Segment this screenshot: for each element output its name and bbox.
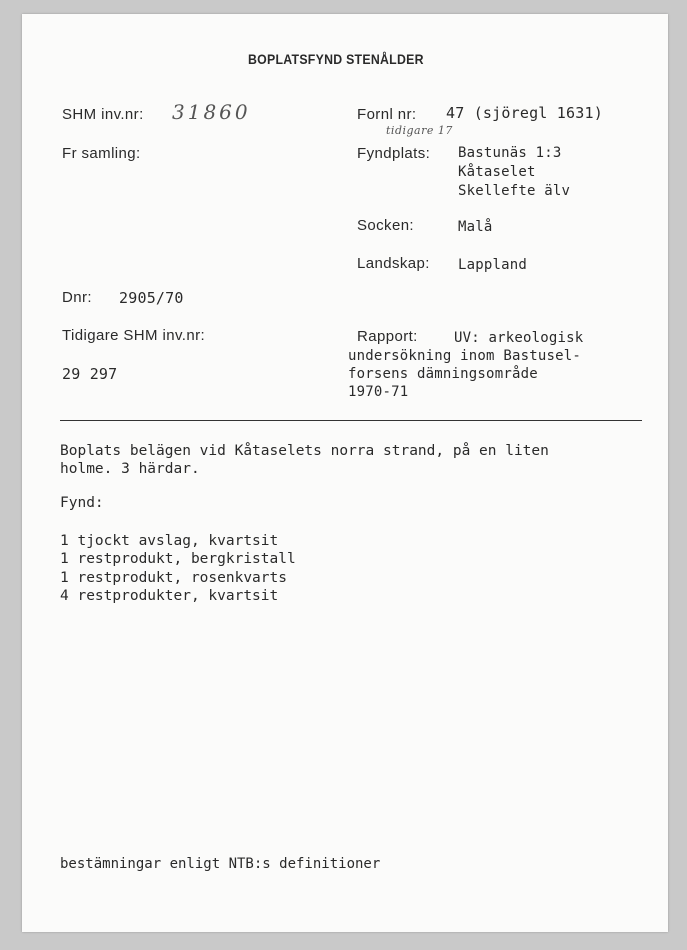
tidigare-shm-label: Tidigare SHM inv.nr: xyxy=(62,327,206,344)
dnr-value: 2905/70 xyxy=(119,289,184,307)
description-line-2: holme. 3 härdar. xyxy=(60,461,200,477)
fynd-item-2: 1 restprodukt, bergkristall xyxy=(60,551,296,567)
rapport-line-2: undersökning inom Bastusel- xyxy=(348,348,581,364)
fyndplats-line-2: Kåtaselet xyxy=(458,164,536,180)
rapport-line-1: UV: arkeologisk xyxy=(454,330,584,346)
fr-samling-label: Fr samling: xyxy=(62,145,141,162)
rapport-line-4: 1970-71 xyxy=(348,384,409,400)
catalog-card xyxy=(22,14,668,932)
footer-note: bestämningar enligt NTB:s definitioner xyxy=(60,856,381,872)
fornl-nr-label: Fornl nr: xyxy=(357,106,417,123)
fynd-label: Fynd: xyxy=(60,495,104,511)
dnr-label: Dnr: xyxy=(62,289,92,306)
fyndplats-line-3: Skellefte älv xyxy=(458,183,571,199)
fynd-item-4: 4 restprodukter, kvartsit xyxy=(60,588,279,604)
landskap-value: Lappland xyxy=(458,257,528,273)
rapport-line-3: forsens dämningsområde xyxy=(348,366,538,382)
socken-value: Malå xyxy=(458,219,493,235)
fornl-nr-value: 47 (sjöregl 1631) xyxy=(446,104,603,122)
description-line-1: Boplats belägen vid Kåtaselets norra strand, på en liten xyxy=(60,443,549,459)
fyndplats-line-1: Bastunäs 1:3 xyxy=(458,145,562,161)
divider-line xyxy=(60,420,642,421)
socken-label: Socken: xyxy=(357,217,414,234)
fornl-handwritten-note: tidigare 17 xyxy=(386,124,453,137)
tidigare-shm-value: 29 297 xyxy=(62,365,118,383)
landskap-label: Landskap: xyxy=(357,255,430,272)
fynd-item-1: 1 tjockt avslag, kvartsit xyxy=(60,533,279,549)
card-title: BOPLATSFYND STENÅLDER xyxy=(248,51,424,67)
rapport-label: Rapport: xyxy=(357,328,418,345)
fynd-item-3: 1 restprodukt, rosenkvarts xyxy=(60,570,287,586)
shm-inv-value: 31860 xyxy=(172,100,251,124)
fyndplats-label: Fyndplats: xyxy=(357,145,431,162)
shm-inv-label: SHM inv.nr: xyxy=(62,106,144,123)
